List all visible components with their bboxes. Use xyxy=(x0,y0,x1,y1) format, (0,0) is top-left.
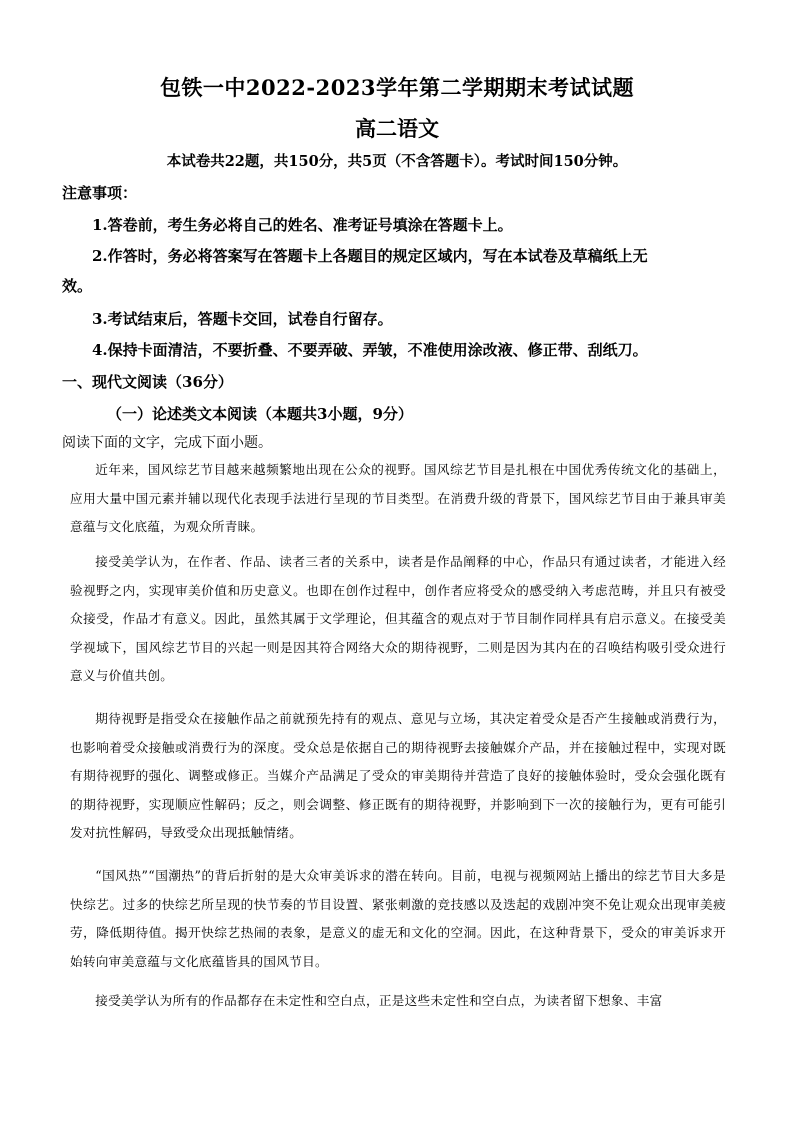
note-item-1: 1.答卷前，考生务必将自己的姓名、准考证号填涂在答题卡上。 xyxy=(92,216,513,234)
note-item-2: 2.作答时，务必将答案写在答题卡上各题目的规定区域内，写在本试卷及草稿纸上无 xyxy=(92,247,648,265)
note-item-4: 4.保持卡面清洁，不要折叠、不要弄破、弄皱，不准使用涂改液、修正带、刮纸刀。 xyxy=(92,341,648,359)
exam-info: 本试卷共22题，共150分，共5页（不含答题卡）。考试时间150分钟。 xyxy=(166,153,628,170)
note-item-2-continued: 效。 xyxy=(62,277,93,295)
section-subheading: （一）论述类文本阅读（本题共3小题，9分） xyxy=(107,405,413,423)
note-item-3: 3.考试结束后，答题卡交回，试卷自行留存。 xyxy=(92,310,393,328)
passage-paragraph-3: 期待视野是指受众在接触作品之前就预先持有的观点、意见与立场，其决定着受众是否产生接触或消费行为，也影响着受众接触或消费行为的深度。受众总是依据自己的期待视野去接触媒介产品，并在接触过程中，实现对既有期待视野的强化、调整或修正。当媒介产品满足了受众的审美期待并营造了良好的接触体验时，受众会强化既有的期待视野，实现顺应性解码；反之，则会调整、修正既有的期待视野，并影响到下一次的接触行为，更有可能引发对抗性解码，导致受众出现抵触情绪。 xyxy=(70,711,726,840)
section-heading: 一、现代文阅读（36分） xyxy=(62,373,233,391)
reading-instruction: 阅读下面的文字，完成下面小题。 xyxy=(62,435,272,451)
passage-paragraph-5: 接受美学认为所有的作品都存在未定性和空白点，正是这些未定性和空白点，为读者留下想象、丰富 xyxy=(95,993,663,1008)
exam-title: 包铁一中2022-2023学年第二学期期末考试试题 xyxy=(159,75,635,100)
passage-paragraph-4: “国风热”“国潮热”的背后折射的是大众审美诉求的潜在转向。目前，电视与视频网站上播出的综艺节目大多是快综艺。过多的快综艺所呈现的快节奏的节目设置、紧张刺激的竞技感以及迭起的戏剧冲突不免让观众出现审美疲劳，降低期待值。揭开快综艺热闹的表象，是意义的虚无和文化的空洞。因此，在这种背景下，受众的审美诉求开始转向审美意蕴与文化底蕴皆具的国风节目。 xyxy=(70,868,726,969)
exam-subject: 高二语文 xyxy=(355,116,439,141)
passage-paragraph-2: 接受美学认为，在作者、作品、读者三者的关系中，读者是作品阐释的中心，作品只有通过读者，才能进入经验视野之内，实现审美价值和历史意义。也即在创作过程中，创作者应将受众的感受纳入考虑范畴，并且只有被受众接受，作品才有意义。因此，虽然其属于文学理论，但其蕴含的观点对于节目制作同样具有启示意义。在接受美学视域下，国风综艺节目的兴起一则是因其符合网络大众的期待视野，二则是因为其内在的召唤结构吸引受众进行意义与价值共创。 xyxy=(70,554,726,683)
passage-paragraph-1: 近年来，国风综艺节目越来越频繁地出现在公众的视野。国风综艺节目是扎根在中国优秀传统文化的基础上，应用大量中国元素并辅以现代化表现手法进行呈现的节目类型。在消费升级的背景下，国风综艺节目由于兼具审美意蕴与文化底蕴，为观众所青睐。 xyxy=(70,462,726,534)
notes-heading: 注意事项： xyxy=(62,184,138,202)
